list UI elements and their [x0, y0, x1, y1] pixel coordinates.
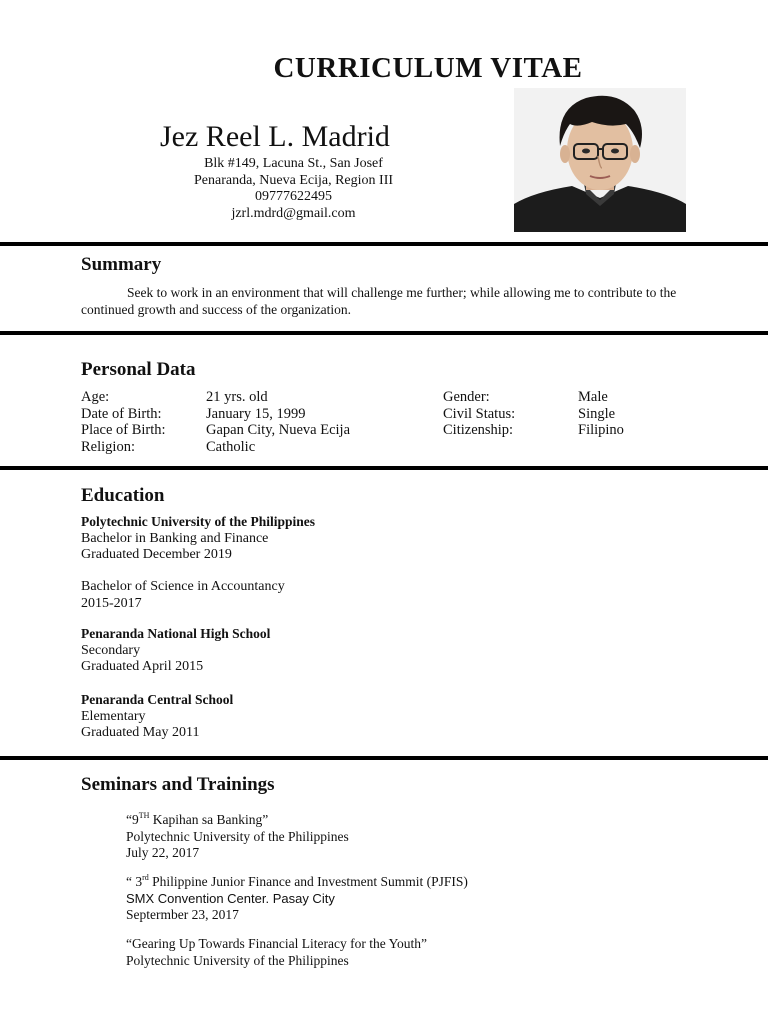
profile-photo-illustration [514, 88, 686, 232]
seminar-organizer: Polytechnic University of the Philippines [126, 952, 349, 968]
label-date-of-birth: Date of Birth: [81, 405, 162, 422]
seminar-date: July 22, 2017 [126, 845, 200, 860]
value-civil-status: Single [578, 405, 616, 422]
label-gender: Gender: [443, 389, 490, 405]
seminar-date: Septermber 23, 2017 [126, 907, 239, 922]
school-name: Penaranda Central School [81, 692, 234, 707]
divider [0, 242, 768, 246]
seminar-title: “Gearing Up Towards Financial Literacy for the Youth” [126, 936, 427, 951]
divider [0, 331, 768, 335]
address-line-2: Penaranda, Nueva Ecija, Region III [193, 172, 394, 188]
value-religion: Catholic [206, 438, 256, 455]
profile-photo [514, 88, 686, 232]
education-entry [81, 579, 285, 612]
level: Secondary [81, 642, 141, 658]
graduation-date: Graduated April 2015 [81, 659, 204, 674]
education-entry [81, 514, 315, 564]
level: Elementary [81, 708, 146, 724]
education-entry [81, 692, 233, 742]
personal-labels-right [443, 389, 515, 439]
label-civil-status: Civil Status: [443, 405, 516, 422]
document-title: CURRICULUM VITAE [273, 52, 583, 84]
seminar-organizer: Polytechnic University of the Philippines [126, 828, 349, 844]
value-citizenship: Filipino [578, 422, 624, 438]
label-citizenship: Citizenship: [443, 422, 514, 438]
seminar-venue: SMX Convention Center. Pasay City [126, 890, 335, 906]
education-heading: Education [81, 485, 165, 506]
label-religion: Religion: [81, 438, 135, 455]
personal-labels-left [81, 389, 166, 455]
label-place-of-birth: Place of Birth: [81, 422, 166, 438]
applicant-name: Jez Reel L. Madrid [160, 120, 390, 153]
value-place-of-birth: Gapan City, Nueva Ecija [206, 422, 351, 438]
personal-values-right [578, 389, 624, 439]
address-line-1: Blk #149, Lacuna St., San Josef [204, 156, 383, 171]
degree: Bachelor of Science in Accountancy [81, 579, 285, 594]
seminars-heading: Seminars and Trainings [81, 774, 275, 795]
phone-number: 09777622495 [255, 189, 332, 204]
value-age: 21 yrs. old [206, 389, 268, 405]
school-name: Polytechnic University of the Philippines [81, 514, 315, 529]
graduation-date: Graduated December 2019 [81, 547, 232, 562]
divider [0, 466, 768, 470]
graduation-date: Graduated May 2011 [81, 725, 200, 740]
summary-heading: Summary [81, 254, 162, 275]
degree: Bachelor in Banking and Finance [81, 530, 269, 546]
seminar-entry [126, 808, 349, 862]
personal-values-left [206, 389, 350, 455]
seminar-title: “9TH Kapihan sa Banking” [126, 811, 269, 827]
school-name: Penaranda National High School [81, 626, 271, 641]
label-age: Age: [81, 389, 110, 405]
seminar-title: “ 3rd Philippine Junior Finance and Investment Summit (PJFIS) [126, 873, 468, 889]
value-date-of-birth: January 15, 1999 [206, 405, 306, 422]
email-address: jzrl.mdrd@gmail.com [231, 205, 356, 221]
summary-text: Seek to work in an environment that will challenge me further; while allowing me to contribute to the continued growth and success of the organization. [81, 285, 677, 317]
years-attended: 2015-2017 [81, 595, 142, 611]
contact-block [160, 156, 427, 222]
personal-data-heading: Personal Data [81, 359, 196, 380]
seminar-entry [126, 870, 468, 924]
seminar-entry [126, 936, 427, 969]
value-gender: Male [578, 389, 608, 405]
education-entry [81, 626, 270, 676]
divider [0, 756, 768, 760]
